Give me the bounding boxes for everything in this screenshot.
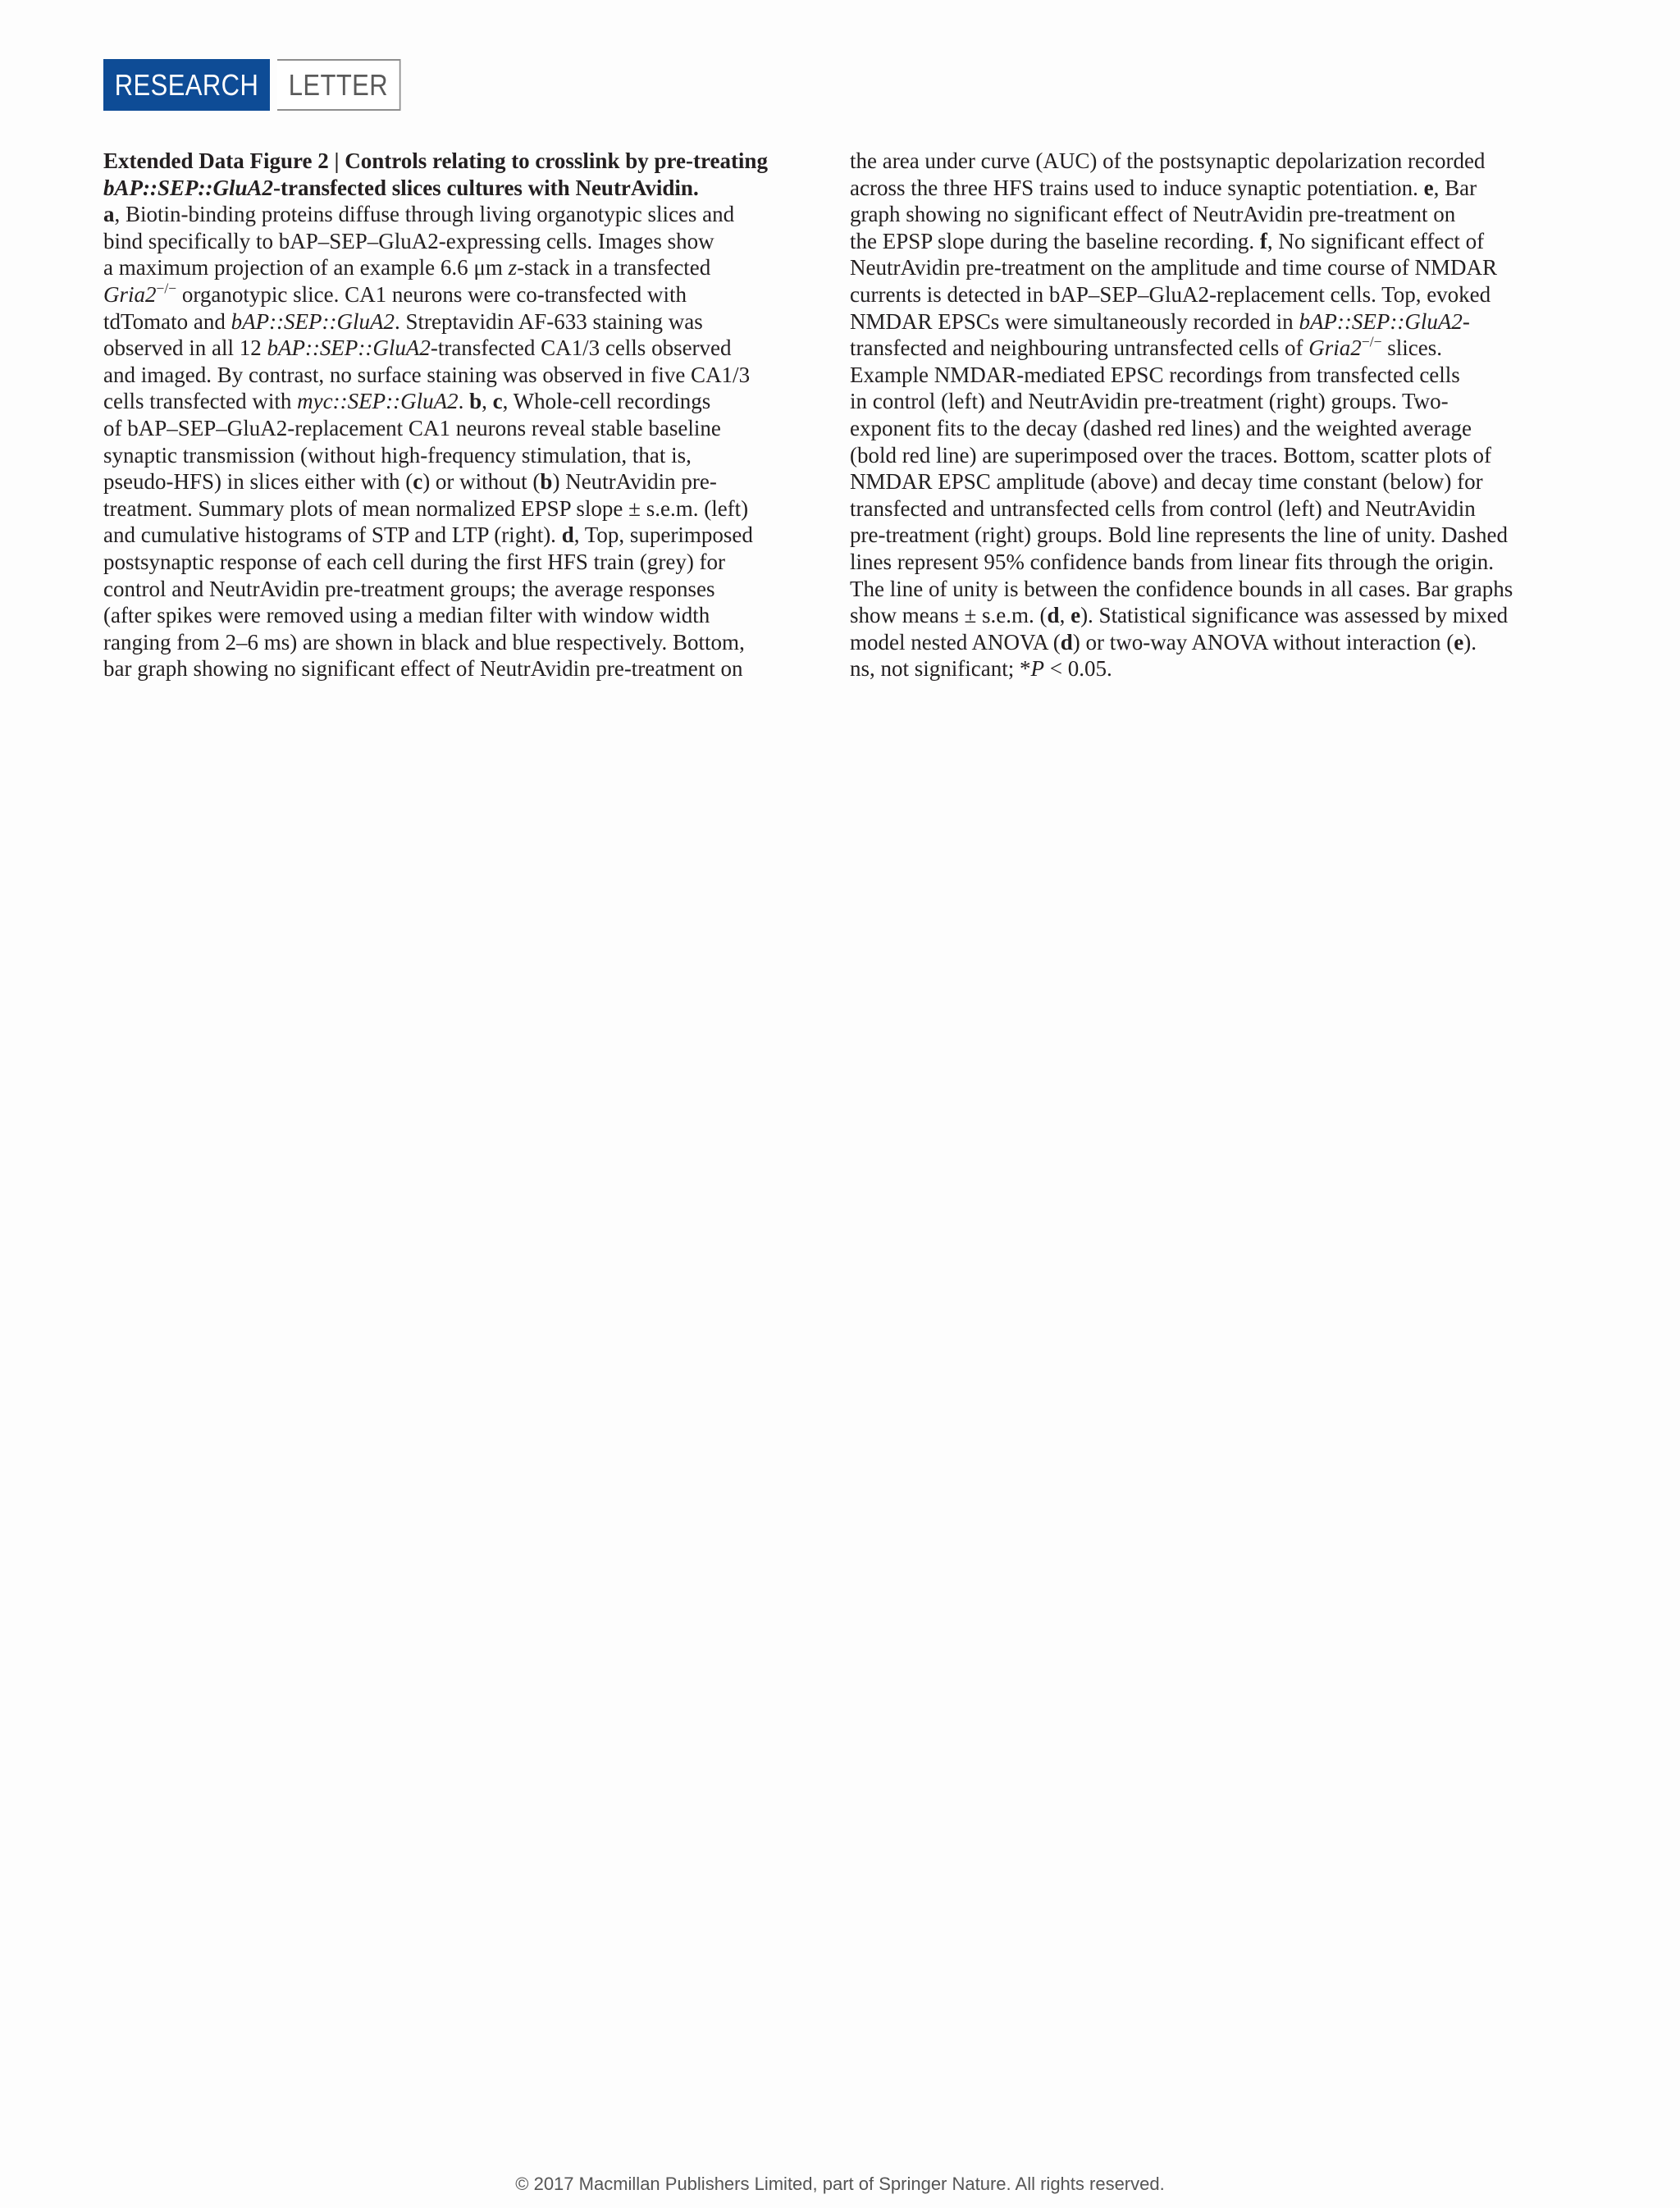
caption-left-line: ranging from 2–6 ms) are shown in black and blue respectively. Bottom, [103,629,745,655]
section-tag [103,59,421,111]
caption-right-line: NeutrAvidin pre-treatment on the amplitude and time course of NMDAR [850,255,1498,281]
caption-title-line-1 [103,148,809,175]
caption-right-line: in control (left) and NeutrAvidin pre-treatment (right) groups. Two- [850,389,1449,414]
caption-right-line: across the three HFS trains used to induce synaptic potentiation. e, Bar [850,175,1477,200]
caption-right-line: transfected and neighbouring untransfected cells of Gria2−/− slices. [850,333,1442,361]
caption-right-line: the EPSP slope during the baseline recording. f, No significant effect of [850,228,1485,253]
caption-title-rest: -transfected slices cultures with NeutrAvidin. [273,175,699,200]
caption-right-line: NMDAR EPSCs were simultaneously recorded in bAP::SEP::GluA2- [850,308,1470,334]
caption-left-line: pseudo-HFS) in slices either with (c) or without (b) NeutrAvidin pre- [103,469,717,495]
caption-left-line: postsynaptic response of each cell during the first HFS train (grey) for [103,549,726,574]
caption-left-body [103,201,809,682]
caption-right-line: (bold red line) are superimposed over the traces. Bottom, scatter plots of [850,442,1492,468]
caption-right-column [850,148,1555,682]
copyright-footer: © 2017 Macmillan Publishers Limited, part of Springer Nature. All rights reserved. [515,2174,1165,2194]
caption-left-line: a, Biotin-binding proteins diffuse through living organotypic slices and [103,202,735,227]
caption-left-line: bar graph showing no significant effect of NeutrAvidin pre-treatment on [103,656,743,682]
section-label: RESEARCH [103,59,270,111]
caption-right-line: lines represent 95% confidence bands from linear fits through the origin. [850,549,1495,574]
caption-left-line: and imaged. By contrast, no surface staining was observed in five CA1/3 [103,362,751,387]
caption-right-line: the area under curve (AUC) of the postsynaptic depolarization recorded [850,148,1486,173]
caption-left-line: control and NeutrAvidin pre-treatment groups; the average responses [103,576,715,601]
caption-left-line: tdTomato and bAP::SEP::GluA2. Streptavidin AF-633 staining was [103,308,703,334]
caption-left-column [103,148,809,682]
caption-title-line-2 [103,175,809,202]
caption-left-line: treatment. Summary plots of mean normalized EPSP slope ± s.e.m. (left) [103,495,749,521]
caption-right-line: currents is detected in bAP–SEP–GluA2-replacement cells. Top, evoked [850,281,1491,307]
caption-left-line: of bAP–SEP–GluA2-replacement CA1 neurons reveal stable baseline [103,415,721,440]
caption-right-line: pre-treatment (right) groups. Bold line represents the line of unity. Dashed [850,522,1509,548]
article-type-label: LETTER [277,59,401,111]
caption-right-line: Example NMDAR-mediated EPSC recordings from transfected cells [850,362,1460,387]
caption-title: Extended Data Figure 2 | Controls relating to crosslink by pre-treating [103,148,768,173]
caption-title-construct: bAP::SEP::GluA2 [103,175,274,200]
caption-left-line: observed in all 12 bAP::SEP::GluA2-transfected CA1/3 cells observed [103,335,732,361]
caption-right-line: model nested ANOVA (d) or two-way ANOVA without interaction (e). [850,629,1477,655]
caption-right-body [850,148,1555,682]
caption-right-line: show means ± s.e.m. (d, e). Statistical significance was assessed by mixed [850,603,1509,628]
caption-left-line: synaptic transmission (without high-frequency stimulation, that is, [103,442,692,468]
caption-right-line: ns, not significant; *P < 0.05. [850,656,1112,682]
caption-right-line: NMDAR EPSC amplitude (above) and decay time constant (below) for [850,469,1483,495]
caption-left-line: bind specifically to bAP–SEP–GluA2-expressing cells. Images show [103,228,714,253]
caption-right-line: The line of unity is between the confidence bounds in all cases. Bar graphs [850,576,1513,601]
caption-right-line: graph showing no significant effect of NeutrAvidin pre-treatment on [850,202,1456,227]
caption-left-line: and cumulative histograms of STP and LTP (right). d, Top, superimposed [103,522,753,548]
caption-left-line: (after spikes were removed using a median filter with window width [103,603,710,628]
caption-right-line: transfected and untransfected cells from control (left) and NeutrAvidin [850,495,1476,521]
caption-left-line: Gria2−/− organotypic slice. CA1 neurons were co-transfected with [103,280,687,307]
caption-left-line: a maximum projection of an example 6.6 μm z-stack in a transfected [103,255,711,281]
caption-right-line: exponent fits to the decay (dashed red lines) and the weighted average [850,415,1472,440]
caption-left-line: cells transfected with myc::SEP::GluA2. b, c, Whole-cell recordings [103,389,711,414]
